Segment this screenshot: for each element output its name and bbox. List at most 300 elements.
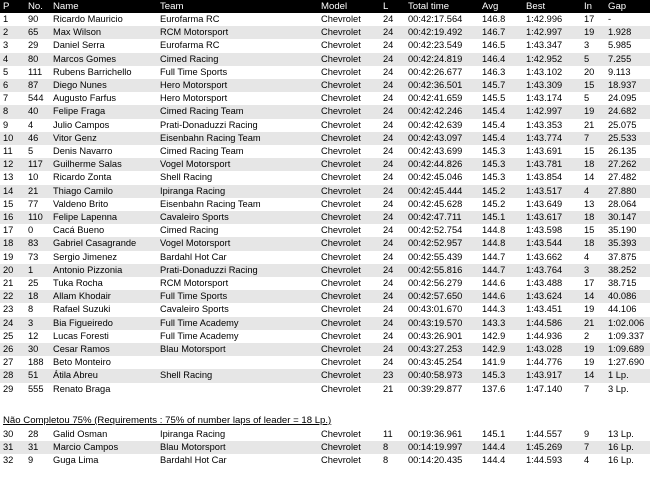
cell-team: Full Time Academy	[157, 317, 318, 330]
header-number: No.	[25, 0, 50, 13]
cell-total-time: 00:42:45.046	[408, 172, 463, 183]
cell-in: 4	[584, 251, 590, 262]
cell-model: Chevrolet	[321, 357, 361, 368]
cell-driver-name: Max Wilson	[50, 26, 157, 39]
cell-gap: 24.095	[608, 93, 637, 104]
cell-laps: 24	[383, 119, 394, 130]
cell-total-time: 00:42:36.501	[405, 79, 479, 92]
cell-gap: 1:09.689	[605, 343, 650, 356]
cell-number: 111	[28, 66, 43, 77]
cell-gap: 25.533	[605, 132, 650, 145]
cell-model: Chevrolet	[321, 383, 361, 394]
cell-best: 1:43.451	[526, 304, 563, 315]
header-name: Name	[50, 0, 157, 13]
cell-laps: 24	[383, 66, 394, 77]
cell-avg: 144.7	[479, 264, 523, 277]
cell-gap: 7.255	[605, 53, 650, 66]
cell-number: 5	[28, 146, 34, 157]
cell-team: Cimed Racing Team	[160, 146, 244, 157]
cell-gap: 27.262	[605, 158, 650, 171]
cell-position: 10	[0, 132, 25, 145]
header-best: Best	[523, 0, 581, 13]
cell-gap: 1:27.690	[608, 357, 645, 368]
cell-model: Chevrolet	[318, 237, 380, 250]
header-gap: Gap	[605, 0, 650, 13]
cell-number: 12	[28, 330, 39, 341]
table-row	[0, 92, 650, 105]
cell-team: Vogel Motorsport	[157, 237, 318, 250]
table-row	[0, 251, 650, 264]
cell-total-time: 00:43:45.254	[408, 357, 463, 368]
cell-driver-name: Guilherme Salas	[50, 158, 157, 171]
table-row	[0, 224, 650, 237]
cell-gap: 26.135	[608, 146, 637, 157]
cell-driver-name: Antonio Pizzonia	[50, 264, 157, 277]
cell-gap: 37.875	[608, 251, 637, 262]
cell-best: 1:43.544	[523, 237, 581, 250]
table-row	[0, 119, 650, 132]
cell-in: 7	[581, 441, 605, 454]
cell-number: 46	[25, 132, 50, 145]
cell-best: 1:42.952	[523, 53, 581, 66]
cell-driver-name: Denis Navarro	[53, 146, 113, 157]
cell-position: 25	[3, 330, 14, 341]
cell-model: Chevrolet	[318, 185, 380, 198]
cell-best: 1:43.624	[523, 290, 581, 303]
header-avg: Avg	[479, 0, 523, 13]
cell-total-time: 00:42:44.826	[405, 158, 479, 171]
cell-best: 1:43.917	[523, 369, 581, 382]
cell-total-time: 00:42:55.439	[408, 251, 463, 262]
cell-best: 1:43.488	[526, 278, 563, 289]
cell-driver-name: Galid Osman	[53, 428, 108, 439]
cell-number: 87	[25, 79, 50, 92]
cell-team: Shell Racing	[160, 172, 213, 183]
cell-laps: 24	[383, 146, 394, 157]
cell-team: RCM Motorsport	[157, 26, 318, 39]
cell-total-time: 00:43:01.670	[408, 304, 463, 315]
cell-team: Cimed Racing	[157, 53, 318, 66]
cell-avg: 144.7	[482, 251, 506, 262]
cell-number: 544	[28, 93, 44, 104]
cell-model: Chevrolet	[321, 278, 361, 289]
cell-in: 7	[581, 132, 605, 145]
cell-avg: 145.4	[479, 105, 523, 118]
cell-gap: 25.075	[608, 119, 637, 130]
cell-position: 26	[0, 343, 25, 356]
cell-driver-name: Gabriel Casagrande	[50, 237, 157, 250]
cell-driver-name: Diego Nunes	[50, 79, 157, 92]
cell-number: 30	[25, 343, 50, 356]
cell-model: Chevrolet	[321, 146, 361, 157]
section-header-row	[0, 413, 650, 428]
cell-driver-name: Allam Khodair	[50, 290, 157, 303]
cell-number: 18	[25, 290, 50, 303]
cell-laps: 23	[380, 369, 405, 382]
cell-avg: 145.3	[482, 146, 506, 157]
cell-number: 0	[28, 225, 34, 236]
table-row	[0, 277, 650, 290]
cell-laps: 24	[383, 14, 394, 24]
table-row	[0, 132, 650, 145]
cell-driver-name: Rubens Barrichello	[53, 66, 132, 77]
cell-best: 1:42.997	[523, 26, 581, 39]
table-row	[0, 79, 650, 92]
cell-total-time: 00:42:24.819	[405, 53, 479, 66]
cell-in: 18	[581, 211, 605, 224]
cell-position: 12	[0, 158, 25, 171]
table-row	[0, 237, 650, 250]
table-row	[0, 383, 650, 396]
cell-team: Blau Motorsport	[157, 343, 318, 356]
cell-total-time: 00:42:42.246	[405, 105, 479, 118]
cell-model: Chevrolet	[318, 441, 380, 454]
cell-total-time: 00:42:45.628	[408, 198, 463, 209]
cell-total-time: 00:19:36.961	[408, 428, 463, 439]
cell-model: Chevrolet	[318, 105, 380, 118]
cell-driver-name: Guga Lima	[53, 455, 99, 466]
cell-driver-name: Cacá Bueno	[53, 225, 105, 236]
cell-total-time: 00:42:52.754	[408, 225, 463, 236]
cell-total-time: 00:40:58.973	[405, 369, 479, 382]
cell-model: Chevrolet	[318, 317, 380, 330]
cell-team: Cimed Racing	[160, 225, 219, 236]
cell-laps: 24	[380, 317, 405, 330]
cell-model: Chevrolet	[321, 330, 361, 341]
cell-best: 1:43.347	[526, 40, 563, 51]
cell-in: 14	[581, 369, 605, 382]
cell-laps: 24	[383, 304, 394, 315]
cell-driver-name: Ricardo Zonta	[53, 172, 112, 183]
table-row	[0, 105, 650, 118]
cell-in: 15	[581, 79, 605, 92]
cell-number: 83	[25, 237, 50, 250]
cell-total-time: 00:14:20.435	[408, 455, 463, 466]
cell-avg: 145.2	[482, 198, 506, 209]
cell-number: 77	[28, 198, 39, 209]
cell-number: 188	[28, 357, 44, 368]
cell-team: Cimed Racing Team	[157, 105, 318, 118]
cell-gap: 44.106	[608, 304, 637, 315]
cell-in: 19	[584, 304, 595, 315]
cell-best: 1:42.996	[526, 14, 563, 24]
cell-number: 51	[25, 369, 50, 382]
cell-in: 5	[581, 53, 605, 66]
cell-in: 20	[584, 66, 595, 77]
cell-best: 1:47.140	[526, 383, 563, 394]
table-row	[0, 53, 650, 66]
header-team: Team	[157, 0, 318, 13]
cell-laps: 24	[380, 264, 405, 277]
cell-driver-name: Cesar Ramos	[50, 343, 157, 356]
cell-gap: 28.064	[608, 198, 637, 209]
cell-in: 17	[584, 278, 595, 289]
table-row	[0, 428, 650, 441]
header-model: Model	[318, 0, 380, 13]
cell-laps: 24	[380, 53, 405, 66]
cell-best: 1:43.691	[526, 146, 563, 157]
cell-number: 117	[25, 158, 50, 171]
cell-laps: 24	[380, 26, 405, 39]
cell-avg: 145.3	[479, 158, 523, 171]
cell-position: 4	[0, 53, 25, 66]
cell-position: 17	[3, 225, 14, 236]
cell-model: Chevrolet	[321, 119, 361, 130]
cell-position: 5	[3, 66, 9, 77]
cell-position: 24	[0, 317, 25, 330]
cell-avg: 145.4	[482, 119, 506, 130]
cell-model: Chevrolet	[321, 198, 361, 209]
cell-in: 4	[581, 185, 605, 198]
cell-avg: 145.3	[482, 172, 506, 183]
cell-best: 1:43.598	[526, 225, 563, 236]
cell-best: 1:43.102	[526, 66, 563, 77]
cell-best: 1:43.781	[523, 158, 581, 171]
cell-in: 3	[584, 40, 590, 51]
cell-position: 22	[0, 290, 25, 303]
cell-position: 1	[3, 14, 9, 24]
cell-total-time: 00:42:43.699	[408, 146, 463, 157]
cell-best: 1:44.936	[526, 330, 563, 341]
cell-model: Chevrolet	[318, 211, 380, 224]
cell-in: 15	[584, 146, 595, 157]
cell-driver-name: Augusto Farfus	[53, 93, 117, 104]
cell-in: 15	[584, 225, 595, 236]
cell-team: Bardahl Hot Car	[160, 251, 227, 262]
cell-gap: 38.252	[605, 264, 650, 277]
cell-driver-name: Valdeno Brito	[53, 198, 109, 209]
table-row	[0, 317, 650, 330]
cell-model: Chevrolet	[321, 66, 361, 77]
cell-model: Chevrolet	[318, 369, 380, 382]
cell-total-time: 00:42:17.564	[408, 14, 463, 24]
cell-gap: 1:09.337	[608, 330, 645, 341]
table-row	[0, 330, 650, 343]
cell-laps: 24	[380, 237, 405, 250]
cell-total-time: 00:42:55.816	[405, 264, 479, 277]
cell-total-time: 00:14:19.997	[405, 441, 479, 454]
cell-position: 11	[3, 146, 13, 157]
cell-total-time: 00:42:56.279	[408, 278, 463, 289]
cell-number: 110	[25, 211, 50, 224]
table-row	[0, 39, 650, 52]
cell-gap: 3 Lp.	[608, 383, 629, 394]
cell-total-time: 00:42:45.444	[405, 185, 479, 198]
cell-team: Prati-Donaduzzi Racing	[157, 264, 318, 277]
table-row	[0, 13, 650, 26]
cell-laps: 24	[383, 357, 394, 368]
cell-in: 5	[584, 93, 590, 104]
table-row	[0, 198, 650, 211]
cell-total-time: 00:42:57.650	[405, 290, 479, 303]
cell-driver-name: Thiago Camilo	[50, 185, 157, 198]
cell-driver-name: Sergio Jimenez	[53, 251, 118, 262]
cell-gap: 24.682	[605, 105, 650, 118]
cell-driver-name: Felipe Fraga	[50, 105, 157, 118]
cell-gap: 16 Lp.	[608, 455, 634, 466]
cell-best: 1:43.854	[526, 172, 563, 183]
cell-laps: 24	[383, 330, 394, 341]
cell-total-time: 00:42:52.957	[405, 237, 479, 250]
cell-gap: 38.715	[608, 278, 637, 289]
cell-gap: 35.190	[608, 225, 637, 236]
cell-team: Ipiranga Racing	[160, 428, 226, 439]
table-row	[0, 290, 650, 303]
cell-laps: 24	[383, 225, 394, 236]
cell-position: 9	[3, 119, 9, 130]
cell-number: 8	[28, 304, 34, 315]
table-row	[0, 369, 650, 382]
cell-model: Chevrolet	[321, 455, 361, 466]
cell-position: 14	[0, 185, 25, 198]
cell-gap: 30.147	[605, 211, 650, 224]
cell-driver-name: Julio Campos	[53, 119, 110, 130]
cell-driver-name: Beto Monteiro	[53, 357, 111, 368]
cell-team: Hero Motorsport	[160, 93, 228, 104]
cell-in: 18	[581, 237, 605, 250]
cell-in: 19	[584, 357, 595, 368]
cell-number: 80	[25, 53, 50, 66]
cell-number: 9	[28, 455, 34, 466]
cell-gap: 9.113	[608, 66, 631, 77]
cell-model: Chevrolet	[321, 40, 361, 51]
cell-team: Full Time Sports	[157, 290, 318, 303]
table-row	[0, 171, 650, 184]
cell-total-time: 00:43:27.253	[405, 343, 479, 356]
cell-avg: 145.1	[479, 211, 523, 224]
table-row	[0, 356, 650, 369]
cell-gap: 13 Lp.	[608, 428, 634, 439]
cell-best: 1:44.586	[523, 317, 581, 330]
cell-avg: 146.4	[479, 53, 523, 66]
table-row	[0, 26, 650, 39]
cell-gap: 18.937	[605, 79, 650, 92]
cell-best: 1:44.593	[526, 455, 563, 466]
cell-avg: 145.4	[479, 132, 523, 145]
cell-best: 1:44.557	[526, 428, 563, 439]
cell-team: Vogel Motorsport	[157, 158, 318, 171]
cell-best: 1:43.517	[523, 185, 581, 198]
cell-in: 14	[581, 290, 605, 303]
cell-team: Eurofarma RC	[160, 40, 220, 51]
cell-avg: 145.3	[479, 369, 523, 382]
cell-avg: 146.7	[479, 26, 523, 39]
cell-position: 32	[3, 455, 14, 466]
table-row	[0, 343, 650, 356]
cell-number: 29	[28, 40, 39, 51]
cell-team: Blau Motorsport	[157, 441, 318, 454]
cell-best: 1:43.662	[526, 251, 563, 262]
cell-number: 90	[28, 14, 39, 24]
cell-total-time: 00:43:26.901	[408, 330, 463, 341]
cell-position: 28	[0, 369, 25, 382]
cell-team: Shell Racing	[157, 369, 318, 382]
cell-in: 19	[581, 343, 605, 356]
cell-total-time: 00:42:43.097	[405, 132, 479, 145]
cell-avg: 142.9	[482, 330, 506, 341]
table-row	[0, 158, 650, 171]
cell-avg: 144.3	[482, 304, 506, 315]
section-spacer	[0, 396, 650, 413]
cell-position: 16	[0, 211, 25, 224]
cell-team: RCM Motorsport	[160, 278, 229, 289]
cell-laps: 24	[383, 278, 394, 289]
cell-team: Eisenbahn Racing Team	[157, 132, 318, 145]
cell-model: Chevrolet	[321, 428, 361, 439]
cell-number: 65	[25, 26, 50, 39]
table-row	[0, 211, 650, 224]
cell-best: 1:44.776	[526, 357, 563, 368]
cell-driver-name: Renato Braga	[53, 383, 111, 394]
cell-team: Full Time Academy	[160, 330, 239, 341]
cell-best: 1:43.764	[523, 264, 581, 277]
cell-total-time: 00:42:26.677	[408, 66, 463, 77]
cell-team: Hero Motorsport	[157, 79, 318, 92]
cell-laps: 8	[380, 441, 405, 454]
cell-avg: 145.1	[482, 428, 506, 439]
cell-model: Chevrolet	[318, 264, 380, 277]
cell-laps: 24	[380, 290, 405, 303]
cell-laps: 24	[380, 158, 405, 171]
cell-team: Cavaleiro Sports	[160, 304, 229, 315]
header-position: P	[0, 0, 25, 13]
cell-best: 1:43.774	[523, 132, 581, 145]
cell-laps: 24	[380, 105, 405, 118]
cell-avg: 137.6	[482, 383, 506, 394]
cell-team: Eurofarma RC	[160, 14, 220, 24]
cell-number: 1	[25, 264, 50, 277]
cell-laps: 24	[380, 132, 405, 145]
cell-driver-name: Bia Figueiredo	[50, 317, 157, 330]
cell-avg: 146.5	[482, 40, 506, 51]
cell-gap: 16 Lp.	[605, 441, 650, 454]
cell-team: Bardahl Hot Car	[160, 455, 227, 466]
cell-laps: 11	[383, 428, 393, 439]
cell-position: 29	[3, 383, 14, 394]
cell-in: 9	[584, 428, 590, 439]
cell-model: Chevrolet	[318, 53, 380, 66]
cell-position: 6	[0, 79, 25, 92]
cell-number: 555	[28, 383, 44, 394]
cell-laps: 8	[383, 455, 389, 466]
cell-best: 1:42.997	[523, 105, 581, 118]
cell-best: 1:43.174	[526, 93, 563, 104]
cell-driver-name: Marcos Gomes	[50, 53, 157, 66]
cell-laps: 24	[380, 79, 405, 92]
cell-best: 1:43.028	[523, 343, 581, 356]
cell-position: 30	[3, 428, 14, 439]
dnf-body	[0, 396, 650, 468]
cell-position: 13	[3, 172, 14, 183]
cell-in: 14	[584, 172, 595, 183]
cell-in: 17	[584, 14, 595, 24]
cell-team: Cavaleiro Sports	[157, 211, 318, 224]
cell-in: 3	[581, 264, 605, 277]
cell-best: 1:43.353	[526, 119, 563, 130]
cell-best: 1:43.309	[523, 79, 581, 92]
table-row	[0, 441, 650, 454]
cell-position: 19	[3, 251, 14, 262]
table-row	[0, 185, 650, 198]
cell-gap: 5.985	[608, 40, 632, 51]
cell-laps: 24	[383, 198, 394, 209]
table-row	[0, 303, 650, 316]
cell-driver-name: Vitor Genz	[50, 132, 157, 145]
results-body	[0, 13, 650, 396]
cell-laps: 24	[380, 343, 405, 356]
cell-gap: -	[608, 14, 612, 24]
cell-gap: 40.086	[605, 290, 650, 303]
